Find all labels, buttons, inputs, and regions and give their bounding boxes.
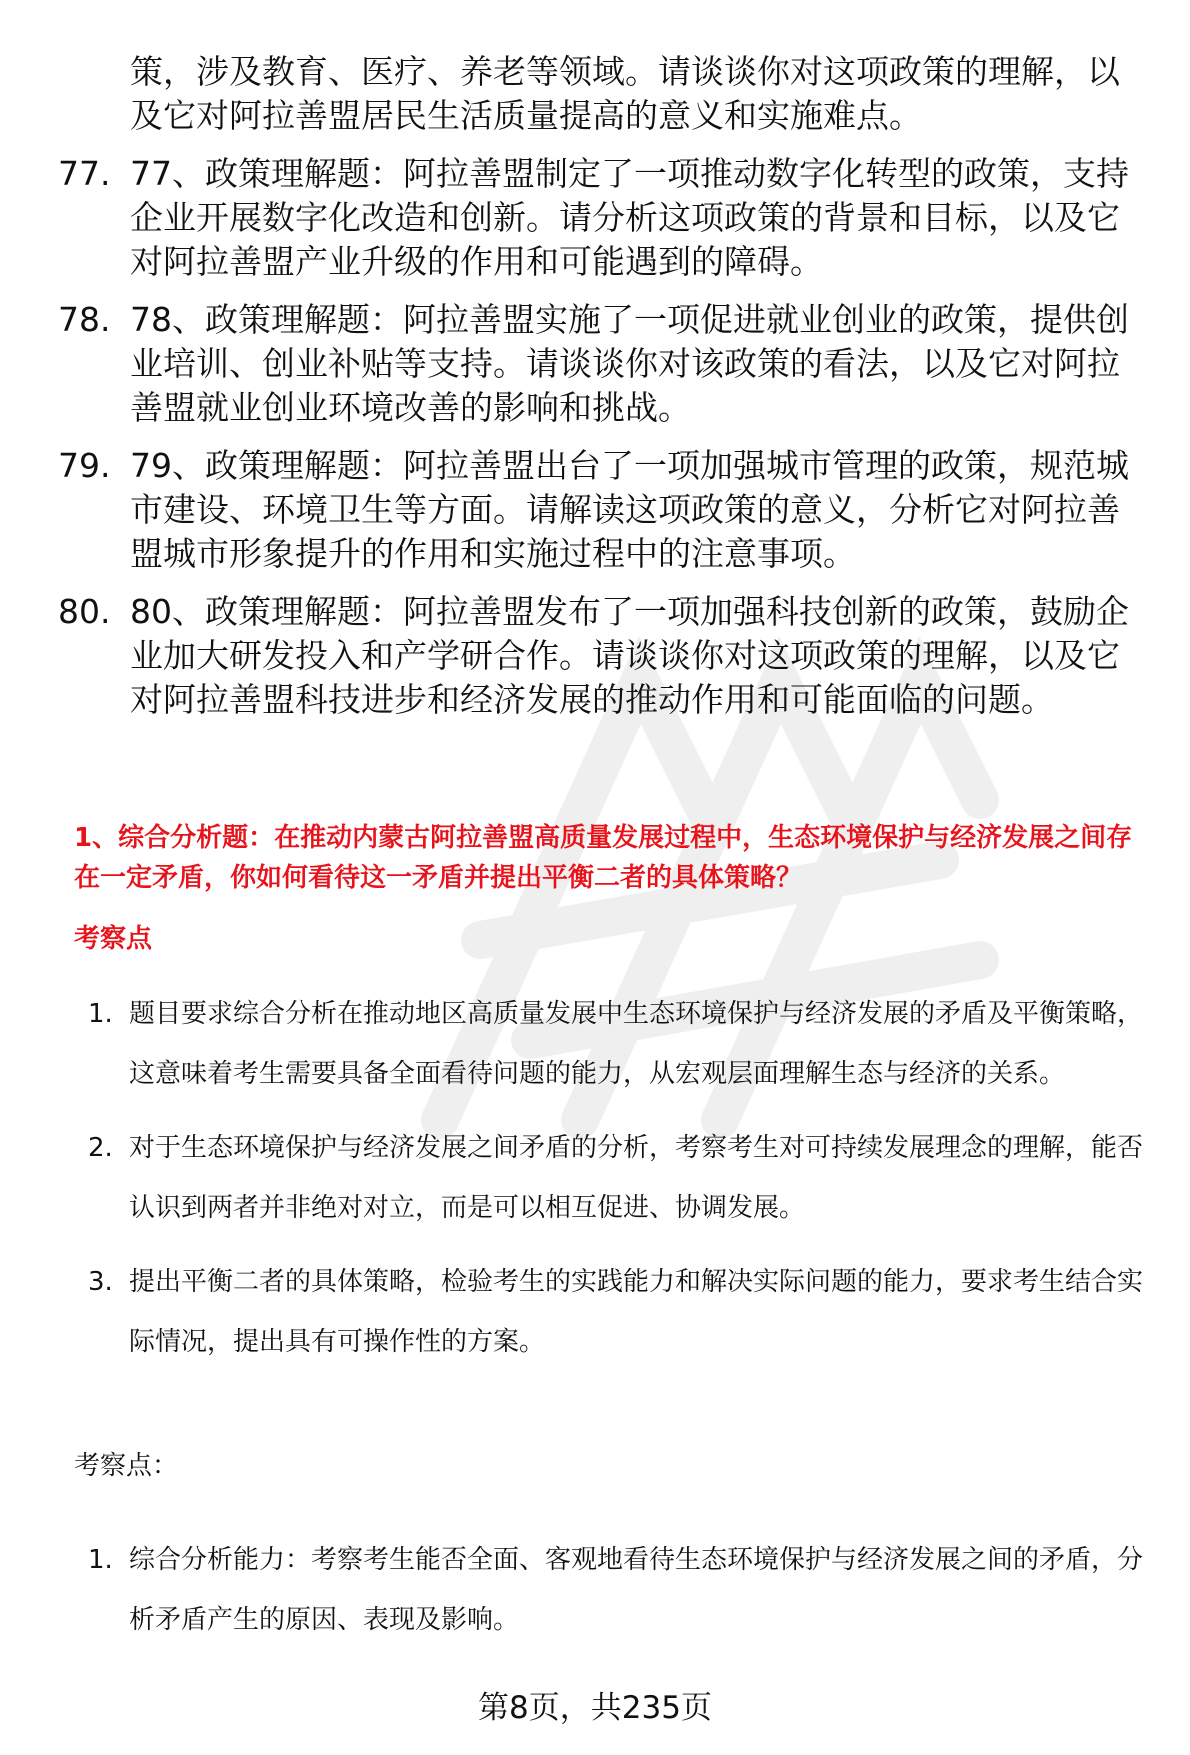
page-footer: 第8页，共235页 xyxy=(478,1690,712,1726)
question-text: 77、政策理解题：阿拉善盟制定了一项推动数字化转型的政策，支持企业开展数字化改造和创新。请分析这项政策的背景和目标，以及它对阿拉善盟产业升级的作用和可能遇到的障碍。 xyxy=(130,154,1129,281)
question-number: 78. xyxy=(58,300,111,339)
list-item-text: 综合分析能力：考察考生能否全面、客观地看待生态环境保护与经济发展之间的矛盾，分析矛盾产生的原因、表现及影响。 xyxy=(129,1545,1144,1635)
list-item xyxy=(0,984,1190,1104)
question-text: 78、政策理解题：阿拉善盟实施了一项促进就业创业的政策，提供创业培训、创业补贴等支持。请谈谈你对该政策的看法，以及它对阿拉善盟就业创业环境改善的影响和挑战。 xyxy=(130,300,1129,427)
analysis-points-list-2 xyxy=(0,1530,1190,1664)
question-text: 79、政策理解题：阿拉善盟出台了一项加强城市管理的政策，规范城市建设、环境卫生等方面。请解读这项政策的意义，分析它对阿拉善盟城市形象提升的作用和实施过程中的注意事项。 xyxy=(130,446,1129,573)
list-item-text: 对于生态环境保护与经济发展之间矛盾的分析，考察考生对可持续发展理念的理解，能否认识到两者并非绝对对立，而是可以相互促进、协调发展。 xyxy=(129,1133,1144,1223)
question-list xyxy=(0,50,1190,736)
list-item-text: 题目要求综合分析在推动地区高质量发展中生态环境保护与经济发展的矛盾及平衡策略，这意味着考生需要具备全面看待问题的能力，从宏观层面理解生态与经济的关系。 xyxy=(129,999,1144,1089)
list-item-text: 提出平衡二者的具体策略，检验考生的实践能力和解决实际问题的能力，要求考生结合实际情况，提出具有可操作性的方案。 xyxy=(129,1267,1144,1357)
list-item-number: 3. xyxy=(88,1267,113,1297)
question-number: 77. xyxy=(58,154,111,193)
list-item xyxy=(0,1118,1190,1238)
list-item-number: 1. xyxy=(88,999,113,1029)
question-number: 80. xyxy=(58,592,111,631)
question-item xyxy=(0,444,1190,576)
question-number: 79. xyxy=(58,446,111,485)
analysis-points-list xyxy=(0,984,1190,1386)
list-item-number: 1. xyxy=(88,1545,113,1575)
question-text: 80、政策理解题：阿拉善盟发布了一项加强科技创新的政策，鼓励企业加大研发投入和产学研合作。请谈谈你对这项政策的理解，以及它对阿拉善盟科技进步和经济发展的推动作用和可能面临的问题。 xyxy=(130,592,1129,719)
question-item xyxy=(0,298,1190,430)
list-item xyxy=(0,1252,1190,1372)
list-item-number: 2. xyxy=(88,1133,113,1163)
list-item xyxy=(0,1530,1190,1650)
question-item xyxy=(0,50,1190,138)
question-text: 策，涉及教育、医疗、养老等领域。请谈谈你对这项政策的理解，以及它对阿拉善盟居民生活质量提高的意义和实施难点。 xyxy=(130,52,1120,135)
analysis-points-heading: 考察点 xyxy=(74,924,153,954)
section-title: 1、综合分析题：在推动内蒙古阿拉善盟高质量发展过程中，生态环境保护与经济发展之间存在一定矛盾，你如何看待这一矛盾并提出平衡二者的具体策略？ xyxy=(74,823,1133,893)
question-item xyxy=(0,590,1190,722)
question-item xyxy=(0,152,1190,284)
analysis-points-heading-2: 考察点： xyxy=(74,1451,179,1481)
